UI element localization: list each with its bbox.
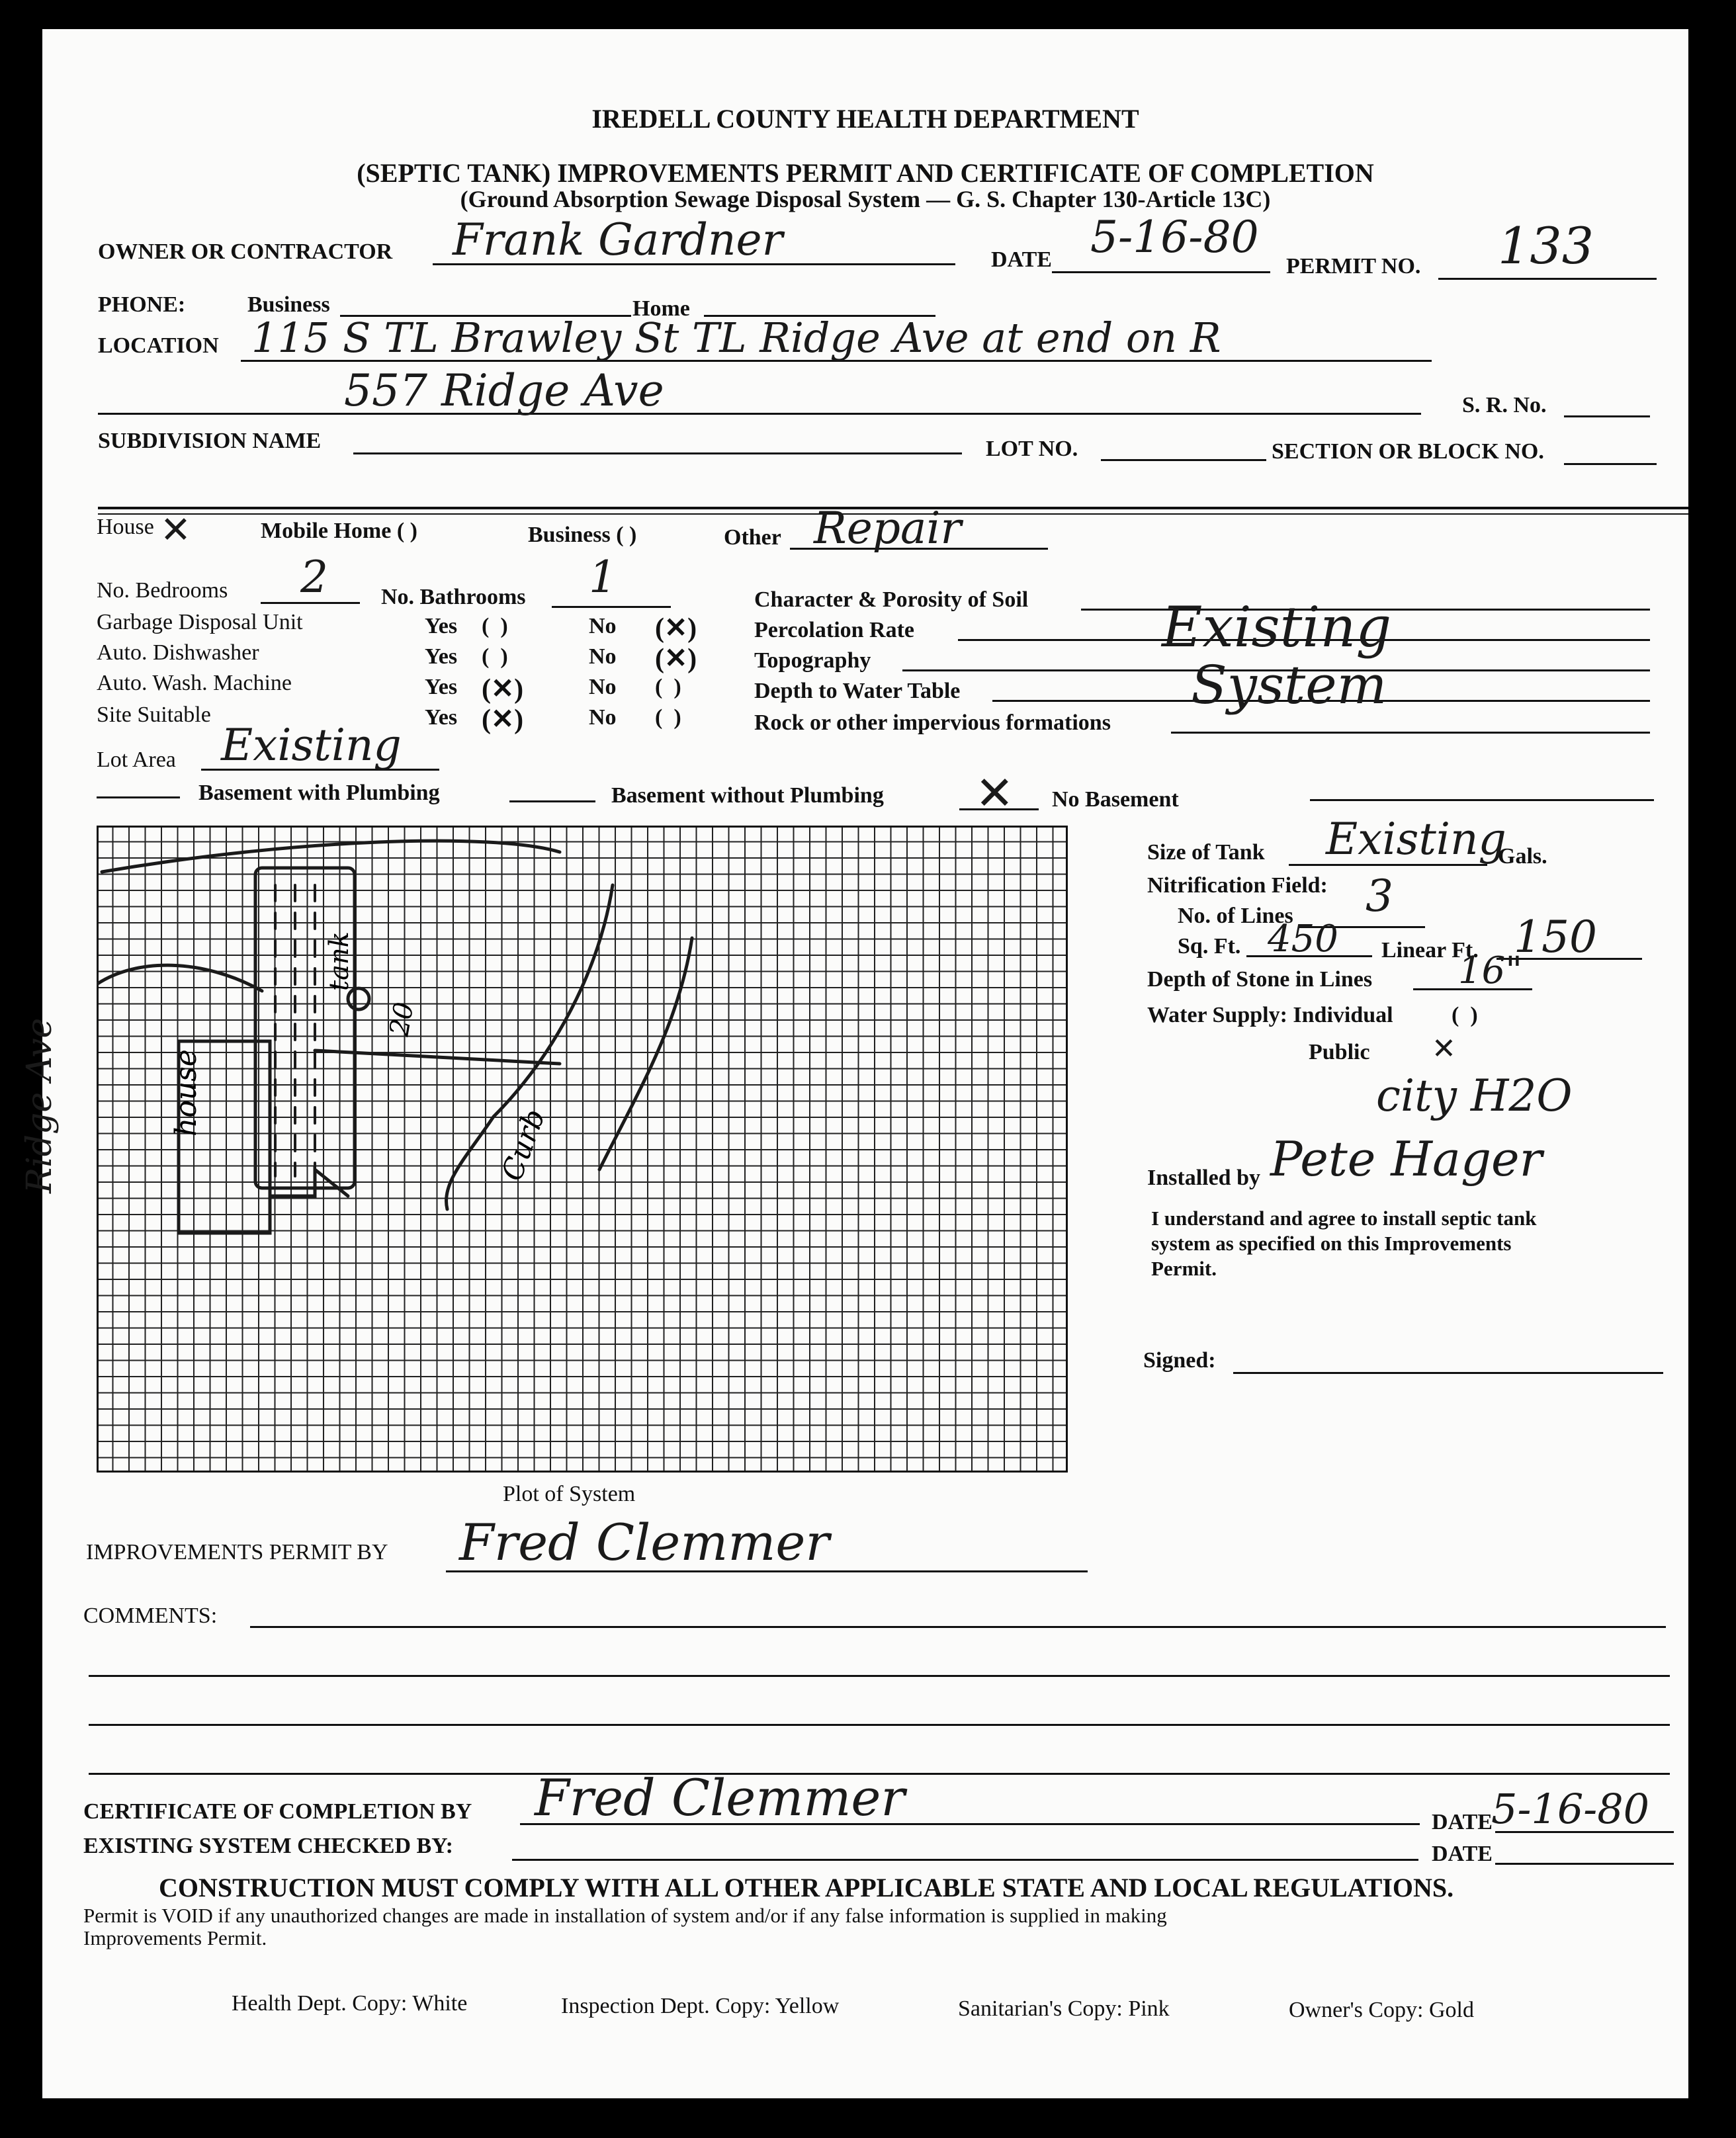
plot-street-label: Ridge Ave [20, 1017, 60, 1193]
comments-label: COMMENTS: [83, 1604, 218, 1628]
sr-no-label: S. R. No. [1462, 393, 1547, 417]
phone-home-label: Home [632, 296, 690, 321]
bathrooms-value[interactable]: 1 [589, 552, 617, 603]
soil-label: Character & Porosity of Soil [754, 587, 1029, 612]
size-tank-label: Size of Tank [1147, 840, 1265, 865]
copy-inspection: Inspection Dept. Copy: Yellow [561, 1994, 840, 2018]
bedrooms-label: No. Bedrooms [97, 578, 228, 603]
basement-trailing-line [1310, 799, 1654, 801]
wash-machine-yes-check-icon[interactable]: (✕) [482, 674, 524, 705]
section-block-line[interactable] [1564, 463, 1657, 465]
dishwasher-yes-box[interactable]: ( ) [482, 644, 508, 669]
permit-form [20, 29, 1688, 2098]
wash-machine-yes: Yes [425, 675, 458, 699]
plot-tank-label: tank [324, 931, 355, 991]
plot-curb-label: Curb [495, 1104, 552, 1185]
basement-with-line[interactable] [97, 796, 180, 798]
subdivision-label: SUBDIVISION NAME [98, 429, 322, 453]
lot-area-label: Lot Area [97, 748, 176, 772]
certificate-date-label: DATE [1432, 1810, 1493, 1834]
water-table-label: Depth to Water Table [754, 679, 961, 703]
comments-line-2[interactable] [89, 1675, 1670, 1677]
department-name: IREDELL COUNTY HEALTH DEPARTMENT [591, 104, 1139, 134]
location-label: LOCATION [98, 333, 219, 358]
water-individual-box[interactable]: ( ) [1452, 1003, 1478, 1027]
signed-label: Signed: [1143, 1348, 1216, 1373]
house-label: House [97, 515, 154, 539]
house-check-icon[interactable]: ✕ [160, 509, 191, 552]
comply-notice: CONSTRUCTION MUST COMPLY WITH ALL OTHER APPLICABLE STATE AND LOCAL REGULATIONS. [159, 1873, 1454, 1903]
signed-line[interactable] [1233, 1372, 1663, 1374]
site-suitable-yes: Yes [425, 705, 458, 730]
certificate-by-label: CERTIFICATE OF COMPLETION BY [83, 1799, 472, 1824]
owner-value[interactable]: Frank Gardner [453, 214, 783, 265]
permit-no-value[interactable]: 133 [1498, 216, 1594, 275]
plot-grid[interactable] [97, 826, 1068, 1473]
basement-without-label: Basement without Plumbing [611, 783, 884, 808]
linear-ft-label: Linear Ft. [1381, 938, 1479, 962]
rock-line [1171, 732, 1650, 734]
location-value-1[interactable]: 115 S TL Brawley St TL Ridge Ave at end on R [251, 314, 1221, 362]
depth-stone-label: Depth of Stone in Lines [1147, 967, 1373, 992]
linear-ft-value[interactable]: 150 [1514, 912, 1597, 962]
agree-line-3: Permit. [1151, 1257, 1217, 1280]
rock-label: Rock or other impervious formations [754, 710, 1111, 735]
water-public-value[interactable]: city H2O [1376, 1070, 1573, 1121]
dishwasher-no: No [589, 644, 617, 669]
permit-no-label: PERMIT NO. [1286, 254, 1421, 278]
date-label: DATE [991, 247, 1052, 272]
perc-label: Percolation Rate [754, 618, 915, 642]
void-notice-1: Permit is VOID if any unauthorized changes are made in installation of system and/or if any false information is supplied in making [83, 1904, 1167, 1927]
copy-owner: Owner's Copy: Gold [1289, 1998, 1475, 2022]
comments-line-3[interactable] [89, 1724, 1670, 1726]
garbage-yes: Yes [425, 614, 458, 638]
water-public-check-icon[interactable]: ✕ [1432, 1032, 1456, 1066]
other-value[interactable]: Repair [814, 503, 962, 554]
location-line-2 [98, 413, 1421, 415]
plot-label: Plot of System [503, 1482, 636, 1506]
sq-ft-label: Sq. Ft. [1178, 934, 1241, 959]
agree-line-1: I understand and agree to install septic tank [1151, 1207, 1537, 1230]
copy-sanitarian: Sanitarian's Copy: Pink [958, 1996, 1170, 2021]
business-type-label[interactable]: Business ( ) [528, 523, 637, 547]
wash-machine-no-box[interactable]: ( ) [655, 675, 681, 699]
existing-checked-label: EXISTING SYSTEM CHECKED BY: [83, 1834, 453, 1858]
phone-label: PHONE: [98, 292, 186, 317]
other-label: Other [724, 525, 781, 550]
soil-value-2[interactable]: System [1191, 654, 1387, 716]
lot-area-value[interactable]: Existing [221, 720, 402, 771]
certificate-by-value[interactable]: Fred Clemmer [535, 1768, 905, 1827]
depth-stone-value[interactable]: 16" [1458, 949, 1523, 992]
plot-distance-label: 20 [384, 1000, 420, 1039]
void-notice-2: Improvements Permit. [83, 1926, 267, 1949]
comments-line-1[interactable] [250, 1626, 1666, 1628]
existing-checked-line[interactable] [512, 1859, 1418, 1861]
site-suitable-no-box[interactable]: ( ) [655, 705, 681, 730]
owner-label: OWNER OR CONTRACTOR [98, 239, 393, 264]
nitrification-label: Nitrification Field: [1147, 873, 1328, 898]
existing-checked-date-label: DATE [1432, 1842, 1493, 1866]
wash-machine-label: Auto. Wash. Machine [97, 671, 292, 695]
soil-value-1[interactable]: Existing [1162, 595, 1392, 660]
lot-no-line[interactable] [1101, 459, 1266, 461]
site-suitable-yes-check-icon[interactable]: (✕) [482, 705, 524, 735]
plot-house-label: house [169, 1049, 203, 1136]
bedrooms-value[interactable]: 2 [300, 552, 328, 603]
garbage-no: No [589, 614, 617, 638]
subdivision-line[interactable] [353, 452, 962, 454]
certificate-date-value[interactable]: 5-16-80 [1491, 1785, 1650, 1833]
date-value[interactable]: 5-16-80 [1090, 212, 1259, 263]
site-suitable-label: Site Suitable [97, 703, 211, 727]
dishwasher-label: Auto. Dishwasher [97, 640, 259, 665]
no-basement-label: No Basement [1052, 787, 1179, 812]
installed-by-label: Installed by [1147, 1166, 1260, 1190]
improvements-by-label: IMPROVEMENTS PERMIT BY [86, 1540, 388, 1564]
section-block-label: SECTION OR BLOCK NO. [1272, 439, 1544, 464]
basement-without-line[interactable] [509, 800, 595, 802]
water-public-label: Public [1309, 1040, 1370, 1064]
plot-field-lines [275, 885, 315, 1176]
existing-checked-date-line[interactable] [1495, 1863, 1674, 1865]
lot-no-label: LOT NO. [986, 437, 1078, 461]
plot-curb-line-2 [599, 938, 692, 1170]
no-lines-label: No. of Lines [1178, 904, 1293, 928]
dishwasher-no-check-icon[interactable]: (✕) [655, 644, 697, 674]
gals-label: Gals. [1498, 844, 1547, 869]
no-basement-check-icon[interactable]: ✕ [975, 766, 1014, 820]
bathrooms-line [552, 606, 671, 608]
basement-with-label: Basement with Plumbing [198, 781, 440, 805]
garbage-yes-box[interactable]: ( ) [482, 614, 508, 638]
permit-no-line [1438, 278, 1657, 280]
sr-no-line[interactable] [1564, 415, 1650, 417]
phone-business-label: Business [247, 292, 330, 317]
wash-machine-no: No [589, 675, 617, 699]
copy-health: Health Dept. Copy: White [232, 1991, 468, 2016]
improvements-by-value[interactable]: Fred Clemmer [459, 1513, 830, 1572]
garbage-no-check-icon[interactable]: (✕) [655, 613, 697, 644]
mobile-home-label[interactable]: Mobile Home ( ) [261, 519, 417, 543]
size-tank-value[interactable]: Existing [1326, 814, 1506, 865]
sq-ft-value[interactable]: 450 [1268, 918, 1338, 961]
topo-label: Topography [754, 648, 871, 673]
location-value-2[interactable]: 557 Ridge Ave [344, 365, 664, 416]
date-line [1052, 271, 1270, 273]
site-suitable-no: No [589, 705, 617, 730]
water-supply-label: Water Supply: Individual [1147, 1003, 1393, 1027]
installed-by-value[interactable]: Pete Hager [1270, 1131, 1543, 1187]
form-title: (SEPTIC TANK) IMPROVEMENTS PERMIT AND CERTIFICATE OF COMPLETION [357, 158, 1374, 188]
bathrooms-label: No. Bathrooms [381, 585, 526, 609]
form-subtitle: (Ground Absorption Sewage Disposal System — G. S. Chapter 130-Article 13C) [460, 186, 1271, 212]
dishwasher-yes: Yes [425, 644, 458, 669]
garbage-label: Garbage Disposal Unit [97, 610, 303, 634]
no-lines-value[interactable]: 3 [1366, 871, 1393, 921]
agree-line-2: system as specified on this Improvements [1151, 1232, 1512, 1255]
